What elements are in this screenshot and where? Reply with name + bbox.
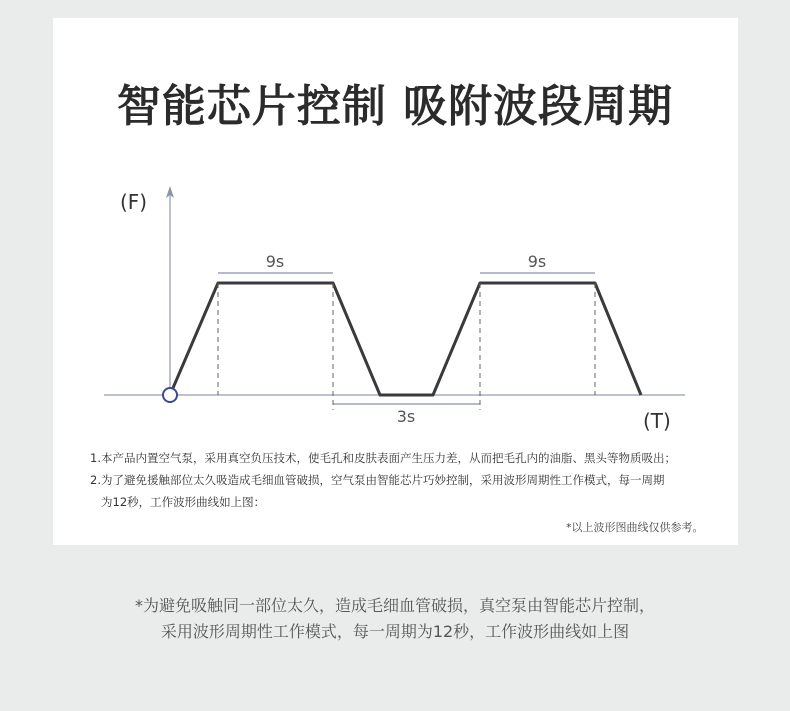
note-line-2: 2.为了避免援触部位太久吸造成毛细血管破损，空气泵由智能芯片巧妙控制，采用波形周期性工作模式，每一周期 xyxy=(90,473,665,487)
footer-line-2: 采用波形周期性工作模式，每一周期为12秒，工作波形曲线如上图 xyxy=(160,622,630,641)
page-title: 智能芯片控制 吸附波段周期 xyxy=(116,81,674,132)
annotation-9s-first: 9s xyxy=(265,252,285,271)
note-line-3: 为12秒，工作波形曲线如上图： xyxy=(101,495,266,509)
y-axis-label: (F) xyxy=(120,190,148,214)
annotation-3s: 3s xyxy=(396,407,416,426)
footer-line-1: *为避免吸触同一部位太久，造成毛细血管破损，真空泵由智能芯片控制， xyxy=(134,596,655,615)
origin-circle-icon xyxy=(163,388,177,402)
reference-note: *以上波形图曲线仅供参考。 xyxy=(566,521,704,534)
annotation-9s-second: 9s xyxy=(527,252,547,271)
note-line-1: 1.本产品内置空气泵，采用真空负压技术，使毛孔和皮肤表面产生压力差，从而把毛孔内的油脂、黑头等物质吸出； xyxy=(90,451,676,465)
x-axis-label: (T) xyxy=(643,409,671,433)
waveform-line xyxy=(170,283,641,395)
